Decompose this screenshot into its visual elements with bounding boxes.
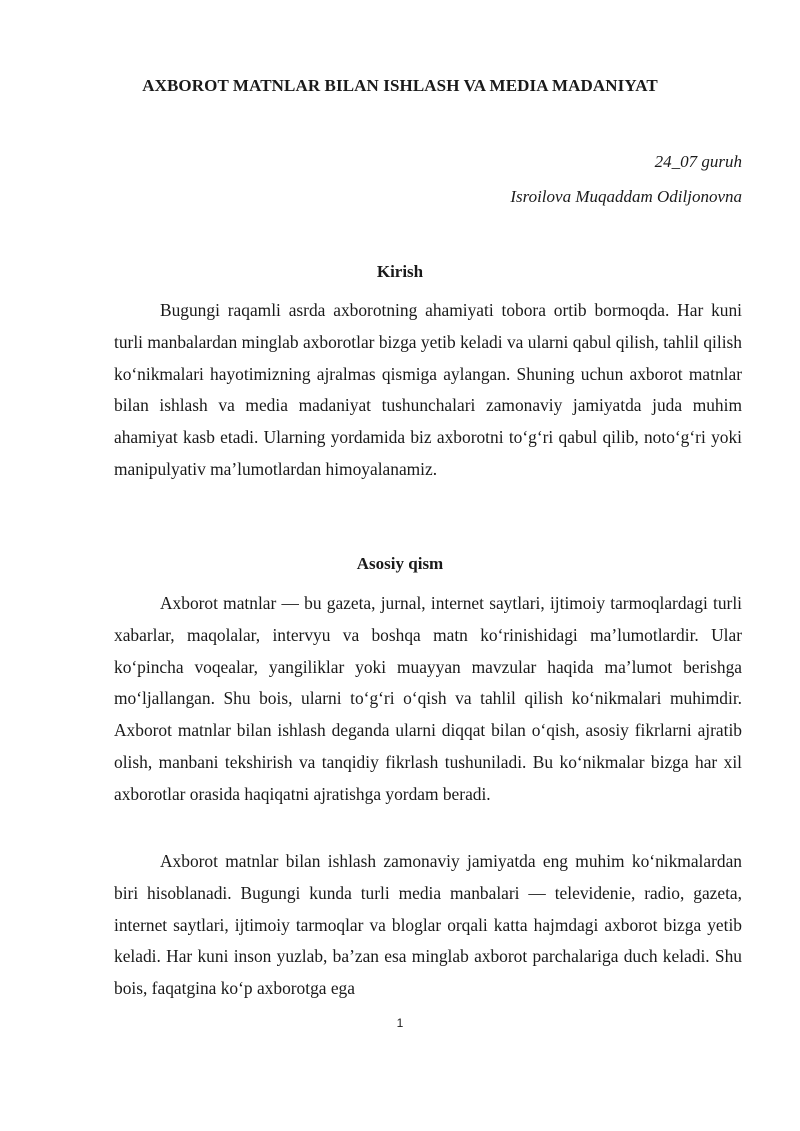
main-paragraph-2: Axborot matnlar bilan ishlash zamonaviy jamiyatda eng muhim ko‘nikmalardan biri hisoblanadi. Bugungi kunda turli media manbalari — televidenie, radio, gazeta, internet saytlari, ijtimoiy tarmoqlar va bloglar orqali katta hajmdagi axborot bizga yetib keladi. Har kuni inson yuzlab, ba’zan esa minglab axborot parchalariga duch keladi. Shu bois, faqatgina ko‘p axborotga ega — [114, 851, 742, 999]
author-name: Isroilova Muqaddam Odiljonovna — [510, 187, 742, 206]
intro-paragraph: Bugungi raqamli asrda axborotning ahamiyati tobora ortib bormoqda. Har kuni turli manbalardan minglab axborotlar bizga yetib keladi va ularni qabul qilish, tahlil qilish ko‘nikmalari hayotimizning ajralmas qismiga aylangan. Shuning uchun axborot matnlar bilan ishlash va media madaniyat tushunchalari zamonaviy jamiyatda juda muhim ahamiyat kasb etadi. Ularning yordamida biz axborotni to‘g‘ri qabul qilib, noto‘g‘ri yoki manipulyativ ma’lumotlardan himoyalanamiz. — [114, 300, 742, 479]
main-section-heading: Asosiy qism — [356, 554, 444, 573]
main-paragraph-1: Axborot matnlar — bu gazeta, jurnal, internet saytlari, ijtimoiy tarmoqlardagi turli xabarlar, maqolalar, intervyu va boshqa matn ko‘rinishidagi ma’lumotlardir. Ular ko‘pincha voqealar, yangiliklar yoki muayyan mavzular haqida ma’lumot berishga mo‘ljallangan. Shu bois, ularni to‘g‘ri o‘qish va tahlil qilish ko‘nikmalari muhimdir. Axborot matnlar bilan ishlash deganda ularni diqqat bilan o‘qish, asosiy fikrlarni ajratib olish, manbani tekshirish va tanqidiy fikrlash tushuniladi. Bu ko‘nikmalar bizga har xil axborotlar orasida haqiqatni ajratishga yordam beradi. — [114, 593, 742, 804]
page-number: 1 — [396, 1016, 404, 1030]
group-label: 24_07 guruh — [654, 152, 742, 171]
document-title: AXBOROT MATNLAR BILAN ISHLASH VA MEDIA MADANIYAT — [142, 76, 658, 95]
intro-heading: Kirish — [376, 262, 424, 281]
